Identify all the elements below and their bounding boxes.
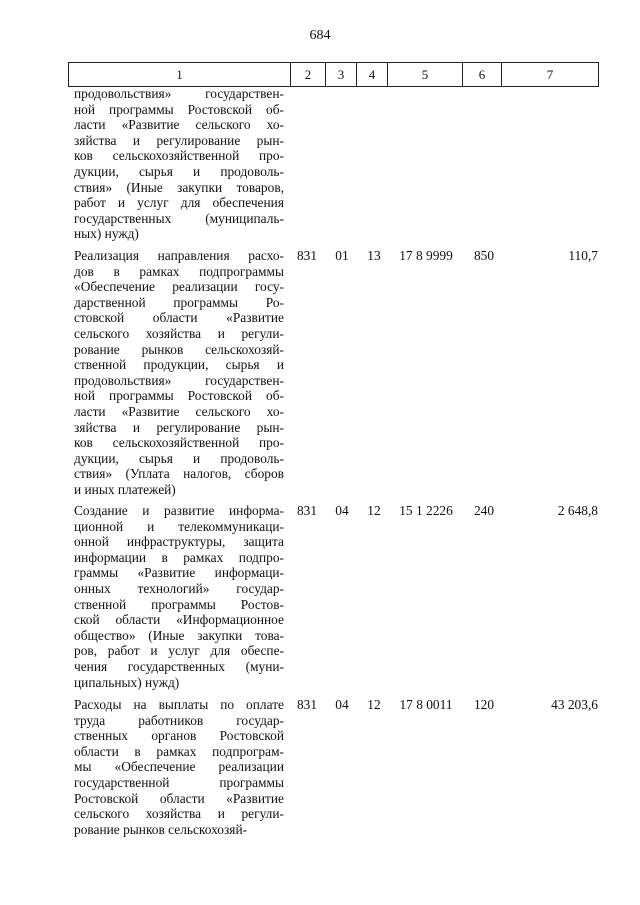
- cell-c7: 43 203,6: [551, 697, 598, 712]
- description-line: онной инфраструктуры, защита: [74, 534, 284, 550]
- description-line: рование рынков сельскохозяй-: [74, 341, 284, 357]
- cell-c4: 13: [367, 248, 381, 263]
- row-description: [74, 503, 284, 690]
- description-line: ционной и телекоммуникаци-: [74, 518, 284, 534]
- description-line: ласти «Развитие сельского хо-: [74, 403, 284, 419]
- description-line: общество» (Иные закупки това-: [74, 627, 284, 643]
- row-description: [74, 697, 284, 837]
- row-description: [74, 248, 284, 498]
- page-number: 684: [309, 28, 331, 43]
- description-line: «Обеспечение реализации госу-: [74, 279, 284, 295]
- cell-c7: 110,7: [568, 248, 598, 263]
- description-line: информации в рамках подпро-: [74, 549, 284, 565]
- description-line: дукции, сырья и продоволь-: [74, 163, 284, 179]
- description-line: зяйства и регулирование рын-: [74, 419, 284, 435]
- cell-c4: 12: [367, 697, 381, 712]
- description-line: ров, работ и услуг для обеспе-: [74, 643, 284, 659]
- cell-c3: 04: [335, 503, 349, 518]
- description-line: ственной программы Ростов-: [74, 596, 284, 612]
- description-line: продовольствия» государствен-: [74, 372, 284, 388]
- description-line: ной программы Ростовской об-: [74, 388, 284, 404]
- cell-c2: 831: [296, 697, 318, 712]
- cell-c6: 240: [473, 503, 495, 518]
- cell-c5: 17 8 9999: [399, 248, 453, 263]
- description-line: и иных платежей): [74, 481, 176, 497]
- description-line: зяйства и регулирование рын-: [74, 132, 284, 148]
- header-col-3: 3: [326, 63, 357, 87]
- description-line: работ и услуг для обеспечения: [74, 195, 284, 211]
- description-line: ствия» (Иные закупки товаров,: [74, 179, 284, 195]
- cell-c6: 120: [473, 697, 495, 712]
- description-line: труда работников государ-: [74, 712, 284, 728]
- description-line: онных технологий» государ-: [74, 580, 284, 596]
- table-header: [68, 62, 599, 87]
- description-line: ных) нужд): [74, 226, 139, 242]
- header-col-2: 2: [291, 63, 326, 87]
- header-col-1: 1: [69, 63, 291, 87]
- header-col-6: 6: [463, 63, 502, 87]
- cell-c4: 12: [367, 503, 381, 518]
- description-line: сельского хозяйства и регули-: [74, 325, 284, 341]
- description-line: ласти «Развитие сельского хо-: [74, 117, 284, 133]
- description-line: ственной продукции, сырья и: [74, 357, 284, 373]
- description-line: государственной программы: [74, 774, 284, 790]
- header-col-4: 4: [357, 63, 388, 87]
- cell-c7: 2 648,8: [557, 503, 598, 518]
- description-line: ской области «Информационное: [74, 612, 284, 628]
- description-line: мы «Обеспечение реализации: [74, 759, 284, 775]
- description-line: дукции, сырья и продоволь-: [74, 450, 284, 466]
- description-line: продовольствия» государствен-: [74, 86, 284, 101]
- description-line: государственных (муниципаль-: [74, 210, 284, 226]
- row-description: [74, 86, 284, 242]
- description-line: Расходы на выплаты по оплате: [74, 697, 284, 712]
- description-line: граммы «Развитие информаци-: [74, 565, 284, 581]
- header-col-7: 7: [502, 63, 599, 87]
- cell-c3: 01: [335, 248, 349, 263]
- description-line: сельского хозяйства и регули-: [74, 806, 284, 822]
- description-line: ственных органов Ростовской: [74, 728, 284, 744]
- description-line: ствия» (Уплата налогов, сборов: [74, 466, 284, 482]
- cell-c3: 04: [335, 697, 349, 712]
- description-line: ков сельскохозяйственной про-: [74, 148, 284, 164]
- description-line: чения государственных (муни-: [74, 658, 284, 674]
- cell-c2: 831: [296, 248, 318, 263]
- description-line: стовской области «Развитие: [74, 310, 284, 326]
- description-line: области в рамках подпрограм-: [74, 743, 284, 759]
- description-line: дарственной программы Ро-: [74, 294, 284, 310]
- cell-c2: 831: [296, 503, 318, 518]
- cell-c5: 15 1 2226: [399, 503, 453, 518]
- description-line: ков сельскохозяйственной про-: [74, 435, 284, 451]
- cell-c6: 850: [473, 248, 495, 263]
- description-line: Ростовской области «Развитие: [74, 790, 284, 806]
- description-line: ной программы Ростовской об-: [74, 101, 284, 117]
- description-line: ципальных) нужд): [74, 674, 180, 690]
- description-line: Реализация направления расхо-: [74, 248, 284, 263]
- header-col-5: 5: [388, 63, 463, 87]
- cell-c5: 17 8 0011: [399, 697, 453, 712]
- description-line: дов в рамках подпрограммы: [74, 263, 284, 279]
- description-line: рование рынков сельскохозяй-: [74, 821, 248, 837]
- description-line: Создание и развитие информа-: [74, 503, 284, 518]
